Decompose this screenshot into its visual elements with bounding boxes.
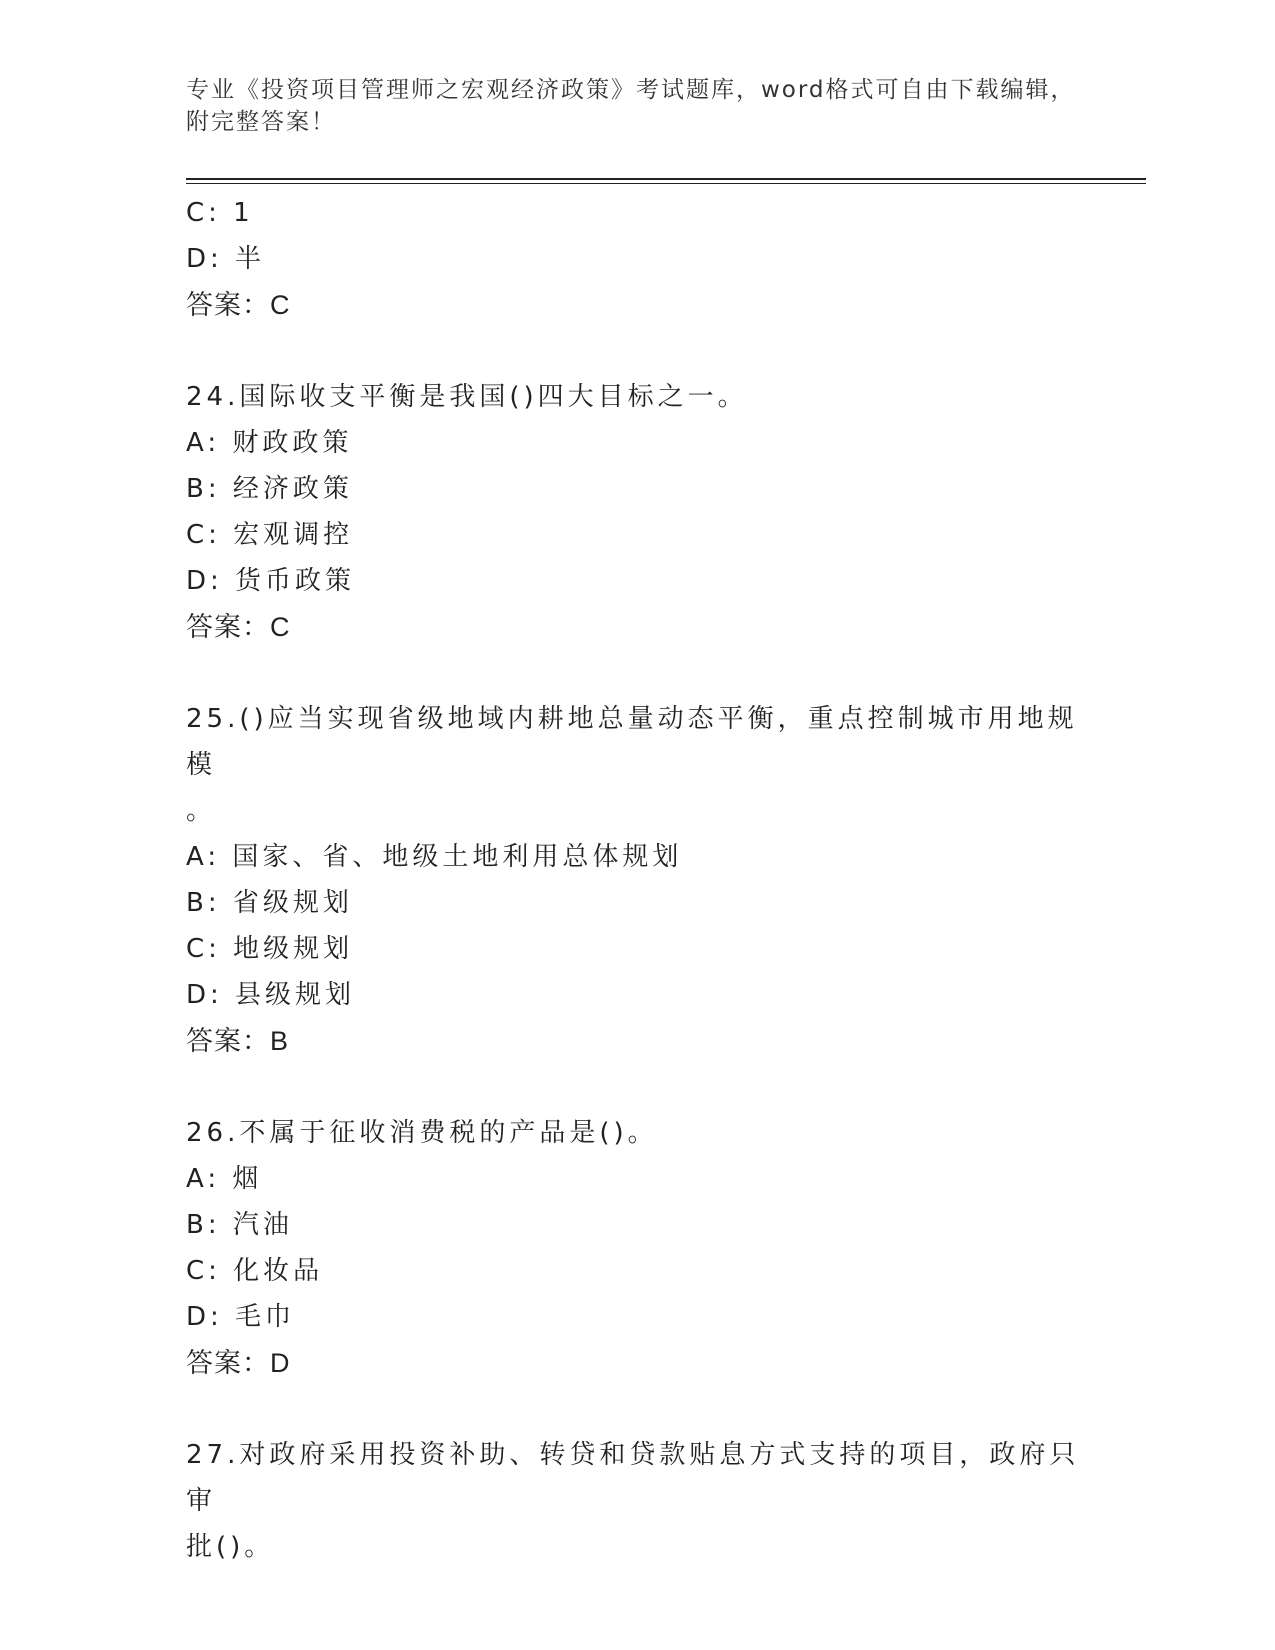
option-c: C: 地级规划 [186,934,354,964]
option-d: D: 半 [186,244,266,274]
question-title-line-1: 27.对政府采用投资补助、转贷和贷款贴息方式支持的项目，政府只审 [186,1440,1080,1516]
option-d: D: 县级规划 [186,980,356,1010]
spacer [186,1064,1086,1110]
spacer [186,650,1086,696]
option-b: B: 省级规划 [186,888,353,918]
header-line-1: 专业《投资项目管理师之宏观经济政策》考试题库，word格式可自由下载编辑， [186,77,1076,103]
option-b: B: 汽油 [186,1210,293,1240]
question-title: 26.不属于征收消费税的产品是()。 [186,1118,658,1148]
header-line-2: 附完整答案！ [186,109,336,135]
spacer [186,328,1086,374]
header-divider-thin [186,183,1146,184]
document-header [186,74,1086,138]
option-c: C: 化妆品 [186,1256,324,1286]
answer-line: 答案：C [186,290,291,320]
question-title: 24.国际收支平衡是我国()四大目标之一。 [186,382,748,412]
option-c: C: 宏观调控 [186,520,354,550]
answer-line: 答案：D [186,1348,291,1378]
question-title-line-1: 25.()应当实现省级地域内耕地总量动态平衡，重点控制城市用地规模 [186,704,1078,780]
option-b: B: 经济政策 [186,474,353,504]
question-list [186,190,1086,1570]
option-a: A: 财政政策 [186,428,353,458]
option-a: A: 烟 [186,1164,263,1194]
answer-line: 答案：C [186,612,291,642]
header-divider-thick [186,178,1146,180]
option-c: C: 1 [186,198,254,228]
answer-line: 答案：B [186,1026,290,1056]
question-27 [186,1432,1086,1570]
option-d: D: 货币政策 [186,566,356,596]
previous-question-tail [186,190,1086,328]
question-title-line-2: 。 [186,796,217,826]
question-25 [186,696,1086,1064]
spacer [186,1386,1086,1432]
question-title-line-2: 批()。 [186,1532,275,1562]
question-26 [186,1110,1086,1386]
question-24 [186,374,1086,650]
option-a: A: 国家、省、地级土地利用总体规划 [186,842,683,872]
option-d: D: 毛巾 [186,1302,296,1332]
